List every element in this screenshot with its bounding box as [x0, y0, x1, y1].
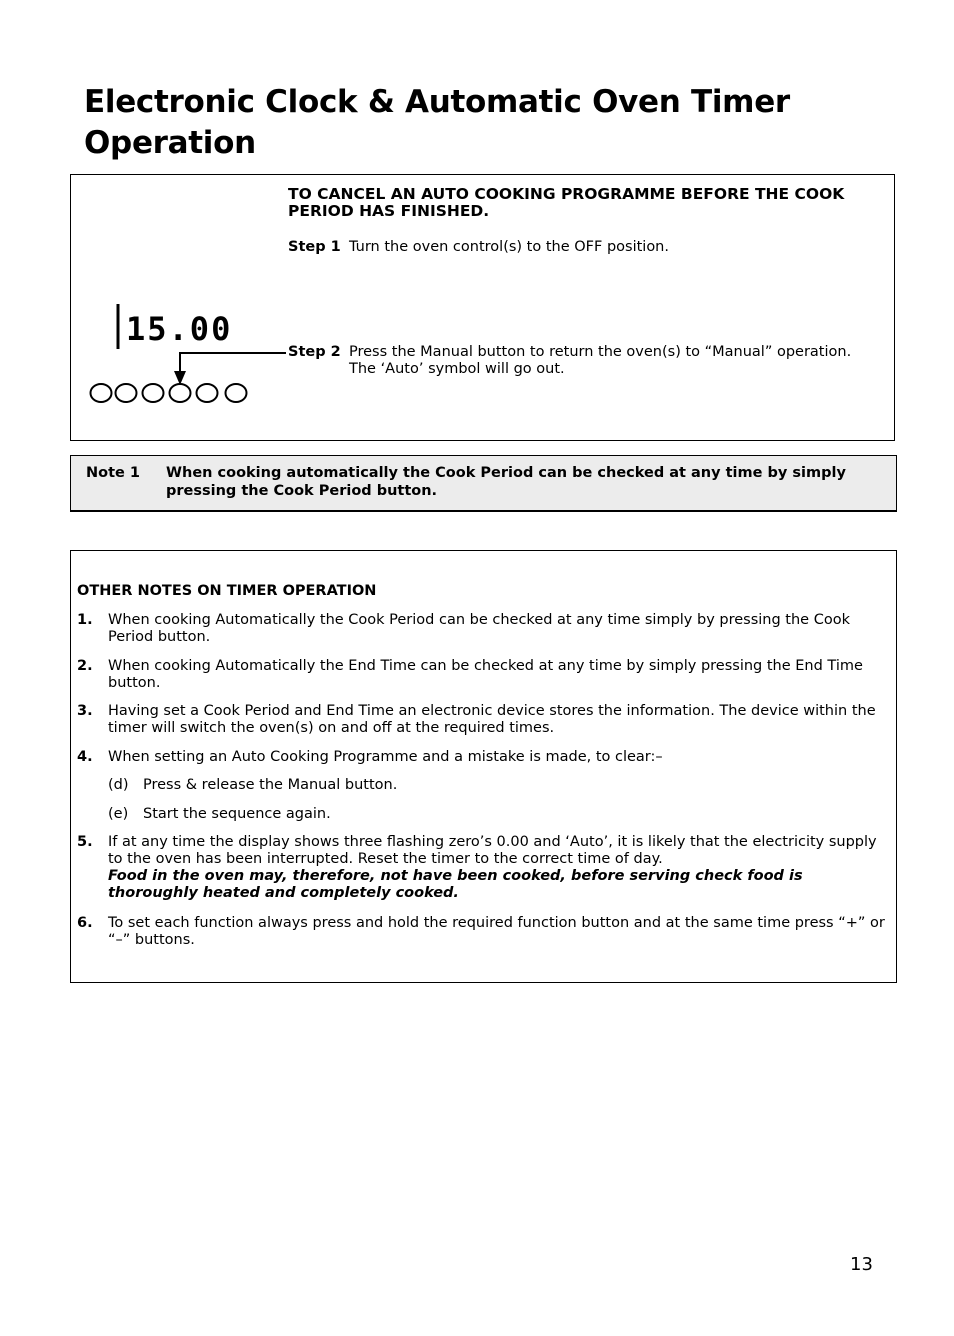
note-label: Note 1 — [86, 465, 140, 481]
list-item-text: To set each function always press and hold the required function button and at the same time press “+” or “–” buttons. — [108, 915, 885, 948]
cancel-programme-box — [70, 174, 895, 441]
list-item-content — [108, 834, 888, 902]
timer-button-1 — [91, 384, 112, 402]
food-safety-warning: Food in the oven may, therefore, not have been cooked, before serving check food is thoroughly heated and completely cooked. — [108, 868, 803, 901]
list-item-text: When cooking Automatically the End Time can be checked at any time by simply pressing the End Time button. — [108, 658, 863, 691]
list-item-text: When setting an Auto Cooking Programme and a mistake is made, to clear:– — [108, 749, 663, 765]
list-item-text: If at any time the display shows three flashing zero’s 0.00 and ‘Auto’, it is likely that the electricity supply to the oven has been interrupted. Reset the timer to the correct time of day. — [108, 834, 877, 867]
display-readout: 15.00 — [126, 310, 233, 348]
sub-item-text: Press & release the Manual button. — [143, 777, 398, 793]
timer-display-diagram — [81, 295, 291, 410]
pointer-line — [180, 353, 286, 375]
list-item-number: 6. — [77, 915, 93, 931]
step-2-label: Step 2 — [288, 344, 341, 360]
note-text: When cooking automatically the Cook Period can be checked at any time by simply pressing the Cook Period button. — [166, 465, 846, 499]
timer-button-2 — [116, 384, 137, 402]
step-1-label: Step 1 — [288, 239, 341, 255]
page-title: Electronic Clock & Automatic Oven Timer Operation — [84, 84, 790, 161]
list-item-text: Having set a Cook Period and End Time an electronic device stores the information. The device within the timer will switch the oven(s) on and off at the required times. — [108, 703, 876, 736]
timer-button-3 — [143, 384, 164, 402]
note-box — [70, 455, 897, 512]
step-1-text: Turn the oven control(s) to the OFF position. — [349, 239, 669, 255]
timer-button-5 — [197, 384, 218, 402]
other-notes-heading: OTHER NOTES ON TIMER OPERATION — [77, 583, 377, 599]
pointer-arrowhead — [174, 371, 186, 385]
list-item-number: 3. — [77, 703, 93, 719]
other-notes-box — [70, 550, 897, 983]
list-item-number: 2. — [77, 658, 93, 674]
sub-item-letter: (d) — [108, 777, 129, 793]
sub-item-text: Start the sequence again. — [143, 806, 331, 822]
page-number: 13 — [850, 1254, 873, 1275]
list-item-text: When cooking Automatically the Cook Period can be checked at any time simply by pressing the Cook Period button. — [108, 612, 850, 645]
cancel-heading: TO CANCEL AN AUTO COOKING PROGRAMME BEFORE THE COOK PERIOD HAS FINISHED. — [288, 185, 845, 220]
sub-item-letter: (e) — [108, 806, 129, 822]
list-item-number: 1. — [77, 612, 93, 628]
timer-button-6 — [226, 384, 247, 402]
step-2-text: Press the Manual button to return the oven(s) to “Manual” operation. The ‘Auto’ symbol will go out. — [349, 344, 852, 377]
manual-button — [170, 384, 191, 402]
list-item-number: 5. — [77, 834, 93, 850]
list-item-number: 4. — [77, 749, 93, 765]
